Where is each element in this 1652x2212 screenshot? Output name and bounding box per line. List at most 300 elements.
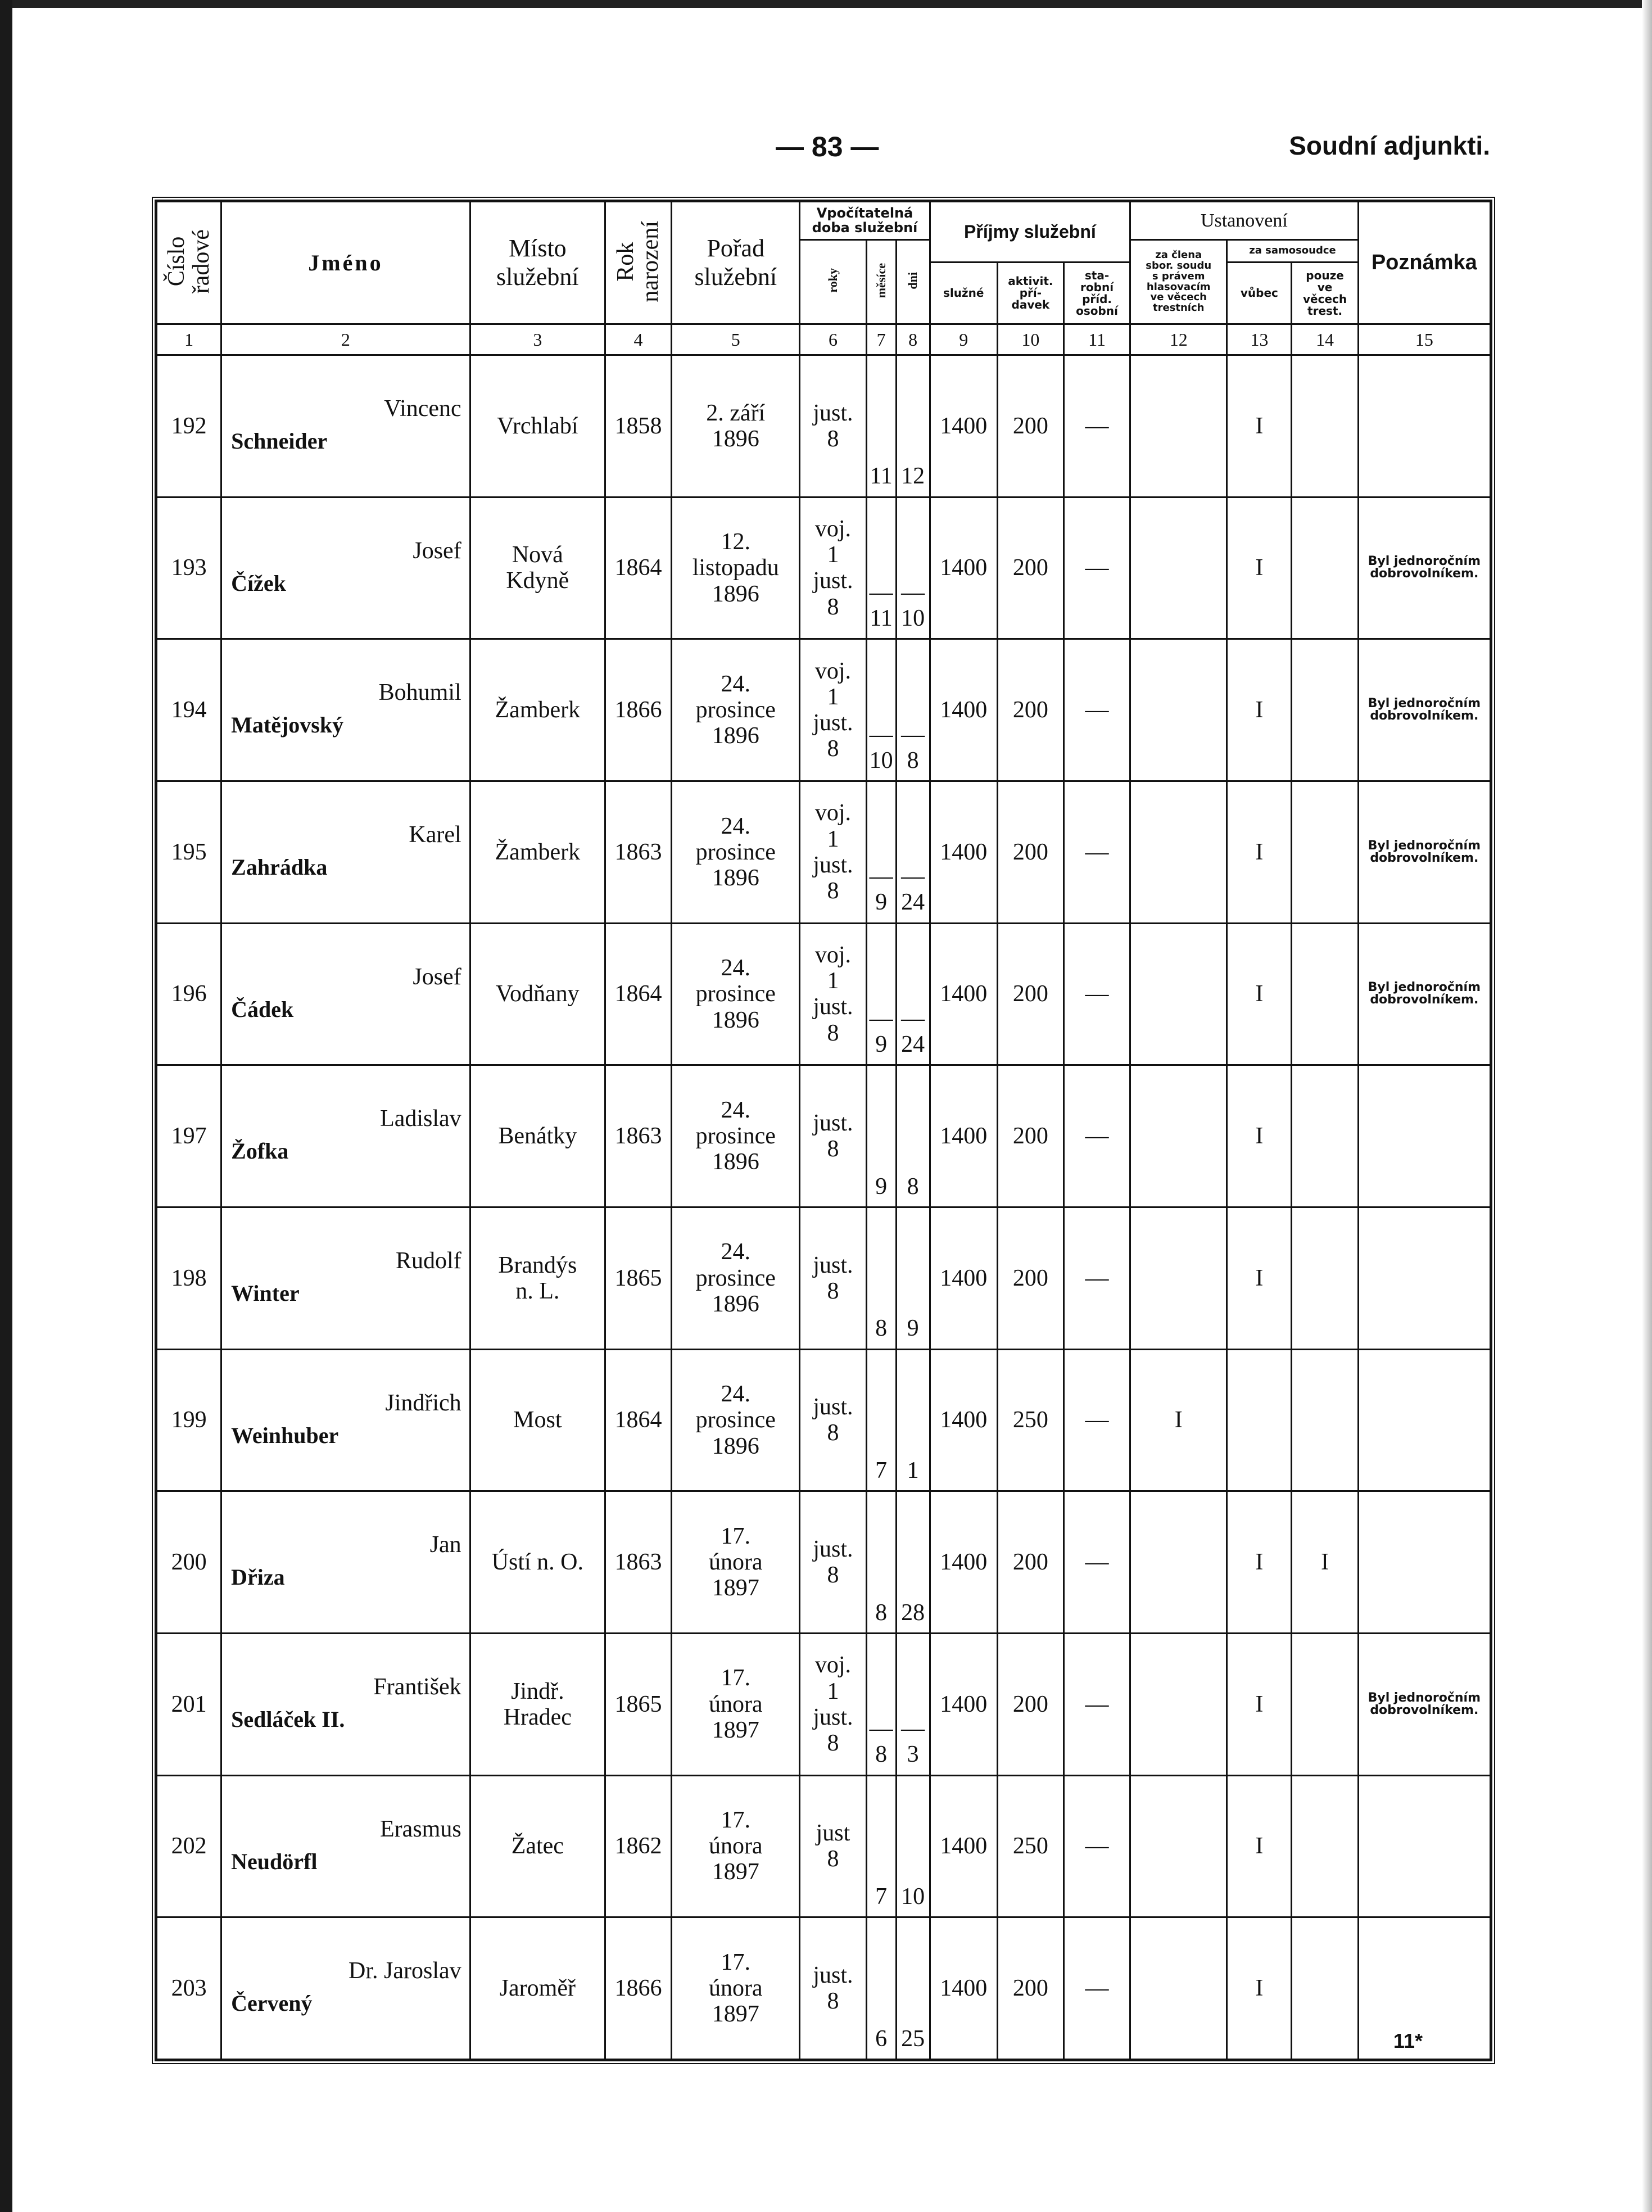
cell-poznamka	[1358, 1349, 1490, 1491]
header-aktivit: aktivit. pří- davek	[997, 263, 1063, 324]
cell-vubec-text	[1228, 1833, 1291, 1859]
cell-mesice-text	[867, 1884, 895, 1910]
cell-line: Ústí n. O.	[491, 1549, 584, 1575]
cell-starobni-text	[1065, 697, 1129, 723]
cell-porad-text	[672, 1807, 799, 1885]
remark-line: Byl jednoročním	[1368, 838, 1481, 853]
cell-rok-text	[606, 1975, 671, 2001]
cell-vubec	[1227, 497, 1292, 639]
cell-cislo-text	[157, 1549, 220, 1575]
cell-line: —	[869, 579, 893, 605]
cell-rok	[605, 923, 671, 1065]
cell-dni	[896, 923, 930, 1065]
cell-porad-text	[672, 529, 799, 607]
cell-clen	[1130, 1349, 1227, 1491]
cell-line: just	[816, 1820, 850, 1847]
cell-line: února	[708, 1691, 763, 1717]
cell-rok-text	[606, 1123, 671, 1149]
cell-line: 8	[827, 1278, 839, 1304]
cell-line: —	[1085, 1407, 1109, 1433]
cell-roky	[800, 923, 866, 1065]
cell-clen	[1130, 1917, 1227, 2060]
cell-line: 24	[901, 1032, 925, 1058]
cell-line: 1866	[614, 697, 662, 723]
cell-rok	[605, 1065, 671, 1207]
cell-mesice	[866, 1917, 896, 2060]
cell-vubec-text	[1228, 1123, 1291, 1149]
cell-line: voj.	[814, 1652, 852, 1679]
cell-roky-text	[800, 1110, 865, 1162]
cell-jmeno	[221, 1775, 470, 1917]
cell-pouze	[1292, 781, 1358, 923]
cell-aktivit	[997, 1775, 1063, 1917]
cell-jmeno	[221, 497, 470, 639]
cell-line: Žamberk	[495, 697, 581, 723]
cell-dni-text	[897, 463, 929, 489]
cell-line: —	[901, 863, 925, 890]
cell-line: Most	[513, 1407, 562, 1433]
cell-jmeno	[221, 1207, 470, 1349]
cell-line: 199	[171, 1407, 207, 1433]
cell-line: —	[869, 721, 893, 748]
cell-line: 8	[827, 1730, 839, 1756]
cell-roky-text	[800, 1820, 865, 1872]
cell-line: 1866	[614, 1975, 662, 2002]
cell-line: 8	[827, 594, 839, 620]
cell-rok-text	[606, 413, 671, 439]
cell-cislo	[157, 1065, 221, 1207]
cell-cislo	[157, 639, 221, 781]
cell-porad-text	[672, 1523, 799, 1602]
cell-vubec	[1227, 1065, 1292, 1207]
cell-vubec	[1227, 781, 1292, 923]
cell-line: 1400	[940, 697, 988, 723]
cell-cislo	[157, 355, 221, 497]
cell-vubec-text	[1228, 697, 1291, 723]
cell-mesice	[866, 1065, 896, 1207]
cell-line: 8	[907, 1173, 919, 1200]
page-edge-left	[0, 0, 12, 2212]
cell-cislo-text	[157, 697, 220, 723]
cell-dni-text	[897, 1600, 929, 1626]
cell-line: Kdyně	[506, 568, 569, 594]
remark-line: dobrovolníkem.	[1370, 1703, 1479, 1717]
cell-porad-text	[672, 1097, 799, 1175]
header-mesice: měsíce	[866, 240, 896, 324]
cell-line: 1400	[940, 1975, 988, 2002]
cell-dni	[896, 1065, 930, 1207]
cell-line: 9	[907, 1315, 919, 1342]
cell-line: 200	[1012, 1265, 1048, 1291]
header-clen: za člena sbor. soudu s právem hlasovacím ve věcech trestních	[1130, 240, 1227, 324]
cell-cislo	[157, 1207, 221, 1349]
cell-cislo-text	[157, 1691, 220, 1717]
cell-vubec	[1227, 1633, 1292, 1775]
cell-roky-text	[800, 800, 865, 904]
cell-sluzne-text	[931, 1549, 997, 1575]
cell-poznamka	[1358, 1207, 1490, 1349]
cell-line: 1	[827, 684, 839, 710]
cell-misto	[470, 1917, 605, 2060]
cell-line: Nová	[512, 542, 563, 568]
cell-sluzne-text	[931, 1123, 997, 1149]
table-row	[157, 923, 1491, 1065]
cell-misto	[470, 1065, 605, 1207]
cell-starobni	[1063, 781, 1130, 923]
cell-dni-text	[897, 1884, 929, 1910]
cell-line: 200	[1012, 1123, 1048, 1150]
cell-line: Žamberk	[495, 839, 581, 865]
cell-line: n. L.	[515, 1278, 560, 1304]
cell-sluzne-text	[931, 1975, 997, 2001]
cell-misto-text	[471, 1407, 604, 1433]
header-roky: roky	[800, 240, 866, 324]
cell-line: 8	[827, 736, 839, 762]
cell-sluzne	[930, 1065, 997, 1207]
cell-jmeno	[221, 1491, 470, 1634]
cell-line: 1896	[712, 865, 759, 891]
column-number-row	[157, 324, 1491, 355]
cell-dni	[896, 781, 930, 923]
cell-line: 192	[171, 413, 207, 439]
cell-line: 203	[171, 1975, 207, 2002]
cell-poznamka	[1358, 1633, 1490, 1775]
cell-line: 1858	[614, 413, 662, 439]
cell-clen	[1130, 923, 1227, 1065]
cell-rok	[605, 497, 671, 639]
cell-line: 12	[901, 463, 925, 490]
header-vubec: vůbec	[1227, 263, 1292, 324]
cell-line: 1	[907, 1458, 919, 1484]
cell-line: 24.	[721, 1239, 751, 1265]
cell-cislo-text	[157, 981, 220, 1007]
cell-misto-text	[471, 839, 604, 865]
cell-starobni	[1063, 923, 1130, 1065]
cell-line: —	[901, 721, 925, 748]
cell-line: 197	[171, 1123, 207, 1150]
cell-line: 17.	[721, 1949, 751, 1975]
cell-misto-text	[471, 542, 604, 594]
cell-mesice-text	[867, 2026, 895, 2052]
table-row	[157, 1491, 1491, 1634]
cell-line: I	[1255, 697, 1264, 723]
cell-jmeno	[221, 1349, 470, 1491]
cell-porad-text	[672, 1665, 799, 1743]
column-number: 11	[1063, 324, 1130, 355]
cell-line: 250	[1012, 1833, 1048, 1860]
cell-aktivit-text	[998, 1833, 1063, 1859]
cell-jmeno	[221, 923, 470, 1065]
cell-line: Vrchlabí	[497, 413, 578, 439]
cell-line: 1400	[940, 839, 988, 865]
cell-line: 10	[869, 747, 893, 773]
cell-line: I	[1255, 839, 1264, 865]
cell-line: 196	[171, 981, 207, 1007]
given-name: Rudolf	[396, 1247, 461, 1274]
column-number: 5	[672, 324, 800, 355]
cell-roky	[800, 1917, 866, 2060]
cell-sluzne	[930, 1207, 997, 1349]
cell-line: 9	[875, 1173, 888, 1200]
cell-line: 202	[171, 1833, 207, 1860]
cell-line: 25	[901, 2025, 925, 2052]
cell-porad	[672, 1775, 800, 1917]
cell-line: února	[708, 1975, 763, 2002]
cell-line: 1863	[614, 1549, 662, 1575]
cell-starobni-text	[1065, 1549, 1129, 1575]
cell-rok	[605, 1917, 671, 2060]
cell-dni-text	[897, 1315, 929, 1341]
cell-line: 8	[827, 1562, 839, 1589]
cell-starobni	[1063, 355, 1130, 497]
remark-line: Byl jednoročním	[1368, 554, 1481, 569]
cell-line: Hradec	[503, 1704, 572, 1730]
cell-line: 1864	[614, 555, 662, 581]
cell-roky-text	[800, 400, 865, 452]
cell-porad	[672, 1491, 800, 1634]
surname: Čížek	[231, 570, 286, 596]
cell-line: 6	[875, 2025, 888, 2052]
cell-misto	[470, 923, 605, 1065]
surname: Zahrádka	[231, 854, 328, 880]
cell-dni-text	[897, 1174, 929, 1200]
cell-aktivit-text	[998, 1265, 1063, 1291]
cell-misto-text	[471, 1679, 604, 1730]
cell-line: 195	[171, 839, 207, 865]
cell-starobni	[1063, 639, 1130, 781]
cell-roky-text	[800, 1652, 865, 1756]
cell-line: —	[1085, 1549, 1109, 1575]
cell-aktivit	[997, 1349, 1063, 1491]
table-row	[157, 1633, 1491, 1775]
header-misto: Místo služební	[470, 202, 605, 324]
cell-misto	[470, 1349, 605, 1491]
cell-line: 1	[827, 826, 839, 852]
cell-roky-text	[800, 1252, 865, 1304]
cell-line: just.	[813, 852, 853, 878]
cell-line: 200	[1012, 697, 1048, 723]
cell-clen	[1130, 1491, 1227, 1634]
cell-misto	[470, 639, 605, 781]
cell-line: 9	[875, 889, 888, 916]
cell-dni	[896, 639, 930, 781]
cell-mesice	[866, 355, 896, 497]
given-name: František	[373, 1673, 461, 1700]
cell-dni-text	[897, 580, 929, 631]
cell-dni-text	[897, 863, 929, 915]
given-name: Jan	[429, 1532, 461, 1558]
header-dni: dni	[896, 240, 930, 324]
cell-porad-text	[672, 813, 799, 892]
cell-porad	[672, 781, 800, 923]
cell-sluzne	[930, 639, 997, 781]
cell-starobni	[1063, 1917, 1130, 2060]
cell-starobni	[1063, 1633, 1130, 1775]
cell-misto	[470, 497, 605, 639]
cell-line: 200	[1012, 555, 1048, 581]
surname: Weinhuber	[231, 1422, 339, 1448]
cell-dni	[896, 1349, 930, 1491]
cell-line: just.	[813, 1252, 853, 1278]
cell-vubec-text	[1228, 413, 1291, 439]
cell-mesice-text	[867, 1315, 895, 1341]
cell-line: 1897	[712, 1859, 759, 1885]
cell-sluzne	[930, 923, 997, 1065]
cell-line: 1862	[614, 1833, 662, 1860]
cell-poznamka	[1358, 923, 1490, 1065]
header-cislo-text: Číslo řadové	[163, 229, 215, 294]
cell-roky-text	[800, 516, 865, 620]
cell-clen	[1130, 1633, 1227, 1775]
cell-line: 201	[171, 1691, 207, 1717]
cell-aktivit-text	[998, 1691, 1063, 1717]
cell-starobni-text	[1065, 1975, 1129, 2001]
cell-mesice	[866, 1349, 896, 1491]
cell-rok-text	[606, 1407, 671, 1433]
header-ustanoveni-group: Ustanovení	[1130, 202, 1359, 240]
cell-line: I	[1255, 1265, 1264, 1291]
table-row	[157, 781, 1491, 923]
cell-cislo-text	[157, 1975, 220, 2001]
cell-mesice-text	[867, 722, 895, 773]
cell-misto-text	[471, 697, 604, 723]
cell-line: 1896	[712, 723, 759, 749]
column-number: 14	[1292, 324, 1358, 355]
cell-line: 1896	[712, 1007, 759, 1033]
cell-poznamka	[1358, 1775, 1490, 1917]
cell-misto	[470, 1633, 605, 1775]
table-row	[157, 1065, 1491, 1207]
cell-dni	[896, 1491, 930, 1634]
given-name: Karel	[409, 821, 461, 848]
cell-misto-text	[471, 981, 604, 1007]
cell-porad-text	[672, 1381, 799, 1459]
cell-starobni	[1063, 1207, 1130, 1349]
cell-vubec	[1227, 355, 1292, 497]
cell-line: —	[901, 1005, 925, 1032]
cell-sluzne-text	[931, 1691, 997, 1717]
surname: Červený	[231, 1991, 313, 2016]
given-name: Josef	[413, 963, 461, 990]
cell-pouze-text	[1292, 1549, 1357, 1575]
cell-line: 1865	[614, 1265, 662, 1291]
page-number: — 83 —	[776, 131, 879, 162]
cell-line: just.	[813, 994, 853, 1020]
cell-vubec-text	[1228, 1265, 1291, 1291]
cell-line: just.	[813, 400, 853, 426]
cell-rok	[605, 1491, 671, 1634]
cell-misto	[470, 1775, 605, 1917]
cell-line: 2. září	[706, 400, 766, 426]
cell-line: just.	[813, 568, 853, 594]
cell-rok	[605, 1349, 671, 1491]
cell-mesice	[866, 1207, 896, 1349]
cell-line: 24.	[721, 1381, 751, 1408]
cell-roky	[800, 1207, 866, 1349]
cell-cislo	[157, 923, 221, 1065]
cell-line: 1865	[614, 1691, 662, 1717]
cell-porad-text	[672, 400, 799, 452]
cell-vubec	[1227, 923, 1292, 1065]
cell-roky-text	[800, 942, 865, 1046]
cell-line: 194	[171, 697, 207, 723]
cell-line: 200	[1012, 413, 1048, 439]
cell-clen	[1130, 1775, 1227, 1917]
cell-aktivit-text	[998, 413, 1063, 439]
table-row	[157, 497, 1491, 639]
cell-line: 200	[1012, 1691, 1048, 1717]
cell-roky	[800, 639, 866, 781]
cell-line: 1400	[940, 1123, 988, 1150]
cell-rok	[605, 355, 671, 497]
cell-mesice-text	[867, 1458, 895, 1483]
cell-rok	[605, 1775, 671, 1917]
cell-line: 1400	[940, 1691, 988, 1717]
cell-clen	[1130, 1207, 1227, 1349]
cell-rok-text	[606, 555, 671, 581]
header-starobni: sta- robní příd. osobní	[1063, 263, 1130, 324]
cell-sluzne	[930, 355, 997, 497]
header-poznamka: Poznámka	[1358, 202, 1490, 324]
cell-sluzne-text	[931, 1265, 997, 1291]
cell-starobni-text	[1065, 1833, 1129, 1859]
given-name: Josef	[413, 537, 461, 564]
cell-line: 1400	[940, 1407, 988, 1433]
cell-line: prosince	[695, 1123, 776, 1150]
cell-starobni	[1063, 1491, 1130, 1634]
cell-rok	[605, 1633, 671, 1775]
column-number: 2	[221, 324, 470, 355]
cell-clen-text	[1131, 1407, 1226, 1433]
cell-line: just.	[813, 1704, 853, 1730]
cell-line: —	[901, 1716, 925, 1742]
cell-line: 200	[1012, 1549, 1048, 1575]
cell-vubec	[1227, 1349, 1292, 1491]
given-name: Dr. Jaroslav	[348, 1958, 461, 1984]
cell-line: 9	[875, 1032, 888, 1058]
cell-line: 1896	[712, 1433, 759, 1459]
cell-line: 1400	[940, 1833, 988, 1860]
given-name: Bohumil	[378, 680, 461, 706]
cell-poznamka	[1358, 639, 1490, 781]
cell-sluzne	[930, 781, 997, 923]
cell-porad	[672, 1917, 800, 2060]
cell-pouze	[1292, 1633, 1358, 1775]
cell-line: Jindř.	[511, 1678, 564, 1704]
cell-line: prosince	[695, 1407, 776, 1433]
cell-vubec-text	[1228, 1975, 1291, 2001]
cell-line: února	[708, 1549, 763, 1575]
column-number: 3	[470, 324, 605, 355]
cell-line: 250	[1012, 1407, 1048, 1433]
cell-pouze	[1292, 1349, 1358, 1491]
surname: Sedláček II.	[231, 1706, 345, 1732]
cell-porad-text	[672, 955, 799, 1033]
cell-line: 24.	[721, 813, 751, 839]
cell-line: 1896	[712, 1291, 759, 1317]
cell-line: 1897	[712, 1717, 759, 1743]
cell-line: 1863	[614, 1123, 662, 1150]
cell-dni	[896, 1775, 930, 1917]
cell-line: prosince	[695, 1265, 776, 1291]
ledger-table-frame	[152, 197, 1495, 2064]
cell-porad	[672, 1349, 800, 1491]
cell-poznamka	[1358, 1917, 1490, 2060]
cell-cislo-text	[157, 839, 220, 865]
cell-line: 10	[901, 605, 925, 632]
cell-porad	[672, 639, 800, 781]
cell-rok-text	[606, 697, 671, 723]
